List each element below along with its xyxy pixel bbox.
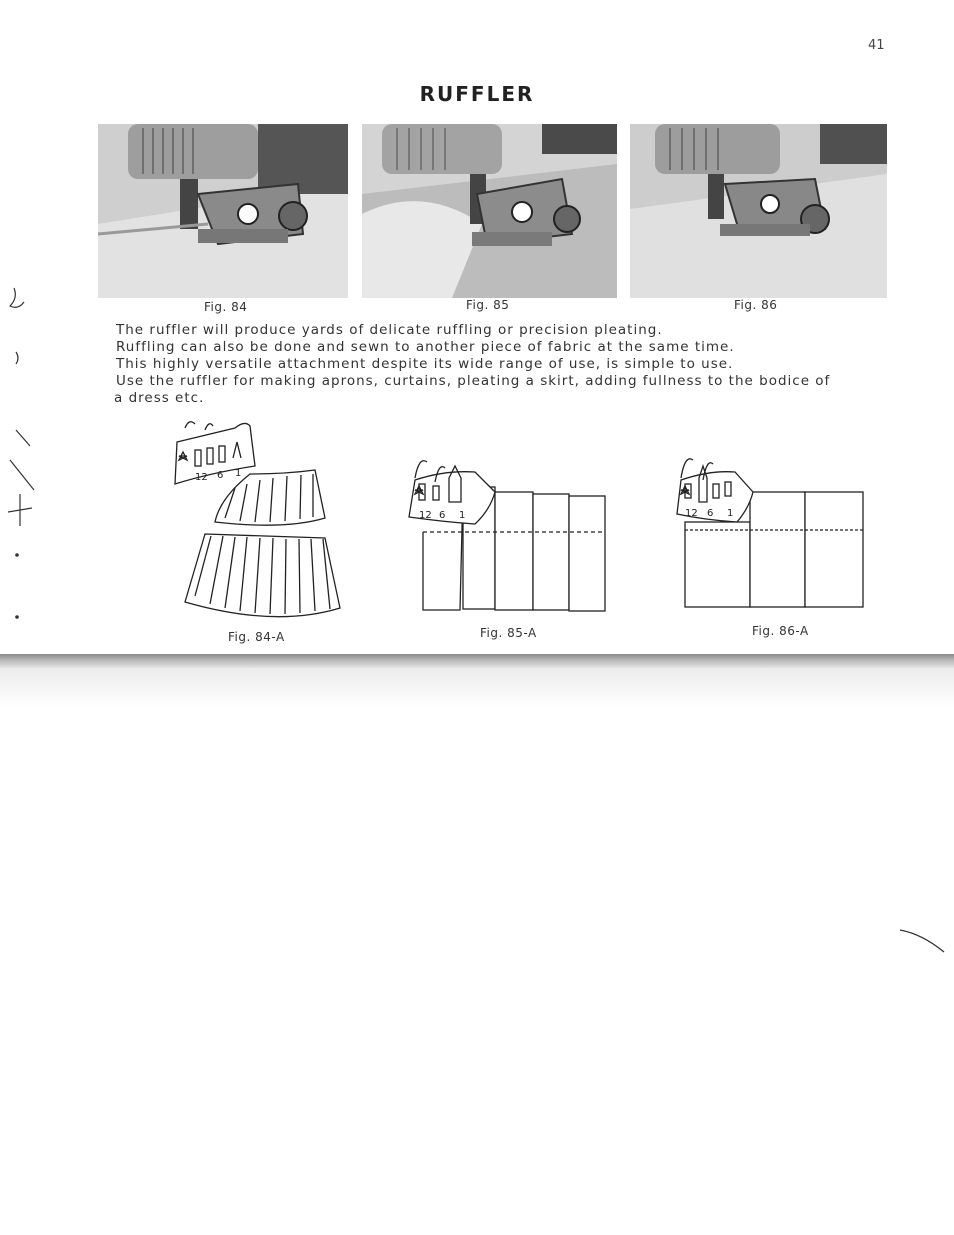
scan-shadow-fade	[0, 668, 954, 708]
diagram-fig-86a	[675, 452, 870, 617]
sewing-machine-photo-3	[630, 124, 887, 298]
scale-number: 12	[419, 510, 432, 521]
diagram-fig-85a	[405, 452, 610, 617]
body-line: Ruffling can also be done and sewn to another piece of fabric at the same time.	[116, 339, 735, 355]
diagram-caption: Fig. 84-A	[228, 630, 285, 644]
scale-number: 12	[685, 508, 698, 519]
body-line: Use the ruffler for making aprons, curtains, pleating a skirt, adding fullness to the bodice of	[116, 373, 831, 389]
photo-caption: Fig. 86	[734, 298, 778, 312]
scale-number: 12	[195, 472, 208, 483]
diagram-fig-84a	[165, 418, 345, 623]
scale-number: 6	[707, 508, 714, 519]
body-line: This highly versatile attachment despite its wide range of use, is simple to use.	[116, 356, 734, 372]
sewing-machine-photo-2	[362, 124, 617, 298]
scale-number: 6	[439, 510, 446, 521]
ruffle-attached-diagram	[675, 452, 870, 617]
photo-fig-84	[98, 124, 348, 298]
scale-number: 1	[459, 510, 466, 521]
scale-number: 6	[217, 470, 224, 481]
sewing-machine-photo-1	[98, 124, 348, 298]
pleat-attached-diagram	[405, 452, 610, 617]
photo-fig-85	[362, 124, 617, 298]
page-title: RUFFLER	[419, 82, 535, 106]
ruffle-pleat-diagram	[165, 418, 345, 623]
scale-number: 1	[727, 508, 734, 519]
scan-shadow-band	[0, 654, 954, 668]
photo-caption: Fig. 85	[466, 298, 510, 312]
scale-number: 1	[235, 468, 242, 479]
margin-scribble-marks	[4, 280, 44, 620]
page-number: 41	[868, 38, 885, 53]
photo-caption: Fig. 84	[204, 300, 248, 314]
diagram-caption: Fig. 86-A	[752, 624, 809, 638]
body-text	[116, 322, 886, 407]
diagram-caption: Fig. 85-A	[480, 626, 537, 640]
stray-line-mark	[898, 926, 948, 956]
body-line: The ruffler will produce yards of delicate ruffling or precision pleating.	[116, 322, 663, 338]
body-line: a dress etc.	[114, 390, 205, 406]
photo-fig-86	[630, 124, 887, 298]
